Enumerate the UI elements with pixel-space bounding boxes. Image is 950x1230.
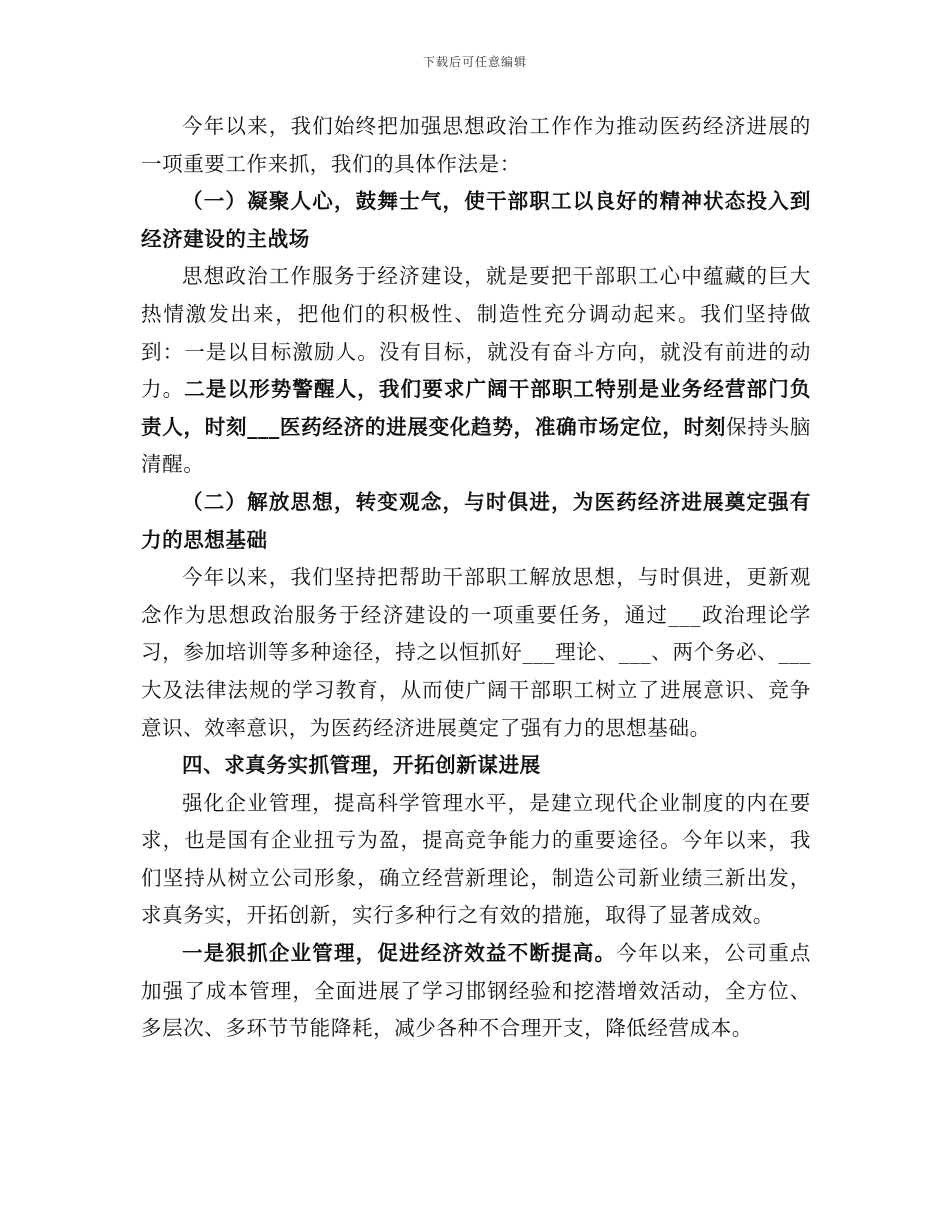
text-run: 思想政治工作服务于经济建设，就是要把干部职工心中蕴藏的巨大热情激发出来，把他们的积极性、制造性充分调动起来。我们坚持做到：一是以目标激励人。没有目标，就没有奋斗方向，就没有前进的动力。 <box>141 264 811 402</box>
text-run: （一）凝聚人心，鼓舞士气，使干部职工以良好的精神状态投入到经济建设的主战场 <box>141 189 811 251</box>
paragraph <box>141 935 811 1048</box>
section-heading <box>141 183 811 258</box>
text-run: （二）解放思想，转变观念，与时俱进，为医药经济进展奠定强有力的思想基础 <box>141 489 811 552</box>
text-run: 今年以来，公司重点加强了成本管理，全面进展了学习邯钢经验和挖潜增效活动，全方位、多层次、多环节节能降耗，减少各种不合理开支，降低经营成本。 <box>141 941 812 1041</box>
text-run: 保持头脑清醒。 <box>141 414 812 477</box>
section-heading <box>141 747 811 785</box>
header-note: 下载后可任意编辑 <box>422 55 527 69</box>
text-run: 四、求真务实抓管理，开拓创新谋进展 <box>182 753 541 778</box>
text-run: 今年以来，我们始终把加强思想政治工作作为推动医药经济进展的一项重要工作来抓，我们的具体作法是： <box>141 114 811 176</box>
bold-text-run: 一是狠抓企业管理，促进经济效益不断提高。 <box>182 941 617 966</box>
section-heading <box>141 484 811 559</box>
paragraph <box>141 258 811 484</box>
document-body <box>141 108 811 1048</box>
paragraph <box>141 785 811 935</box>
text-run: 强化企业管理，提高科学管理水平，是建立现代企业制度的内在要求，也是国有企业扭亏为盈，提高竞争能力的重要途径。今年以来，我们坚持从树立公司形象，确立经营新理论，制造公司新业绩三新出发，求真务实，开拓创新，实行多种行之有效的措施，取得了显著成效。 <box>141 790 811 928</box>
text-run: 今年以来，我们坚持把帮助干部职工解放思想，与时俱进，更新观念作为思想政治服务于经济建设的一项重要任务，通过___政治理论学习，参加培训等多种途径，持之以恒抓好___理论、___、两个务必、___大及法律法规的学习教育，从而使广阔干部职工树立了进展意识、竞争意识、效率意识，为医药经济进展奠定了强有力的思想基础。 <box>141 565 811 740</box>
bold-text-run: 二是以形势警醒人，我们要求广阔干部职工特别是业务经营部门负责人，时刻___医药经济的进展变化趋势，准确市场定位，时刻 <box>141 377 811 439</box>
paragraph <box>141 108 811 183</box>
paragraph <box>141 559 811 747</box>
